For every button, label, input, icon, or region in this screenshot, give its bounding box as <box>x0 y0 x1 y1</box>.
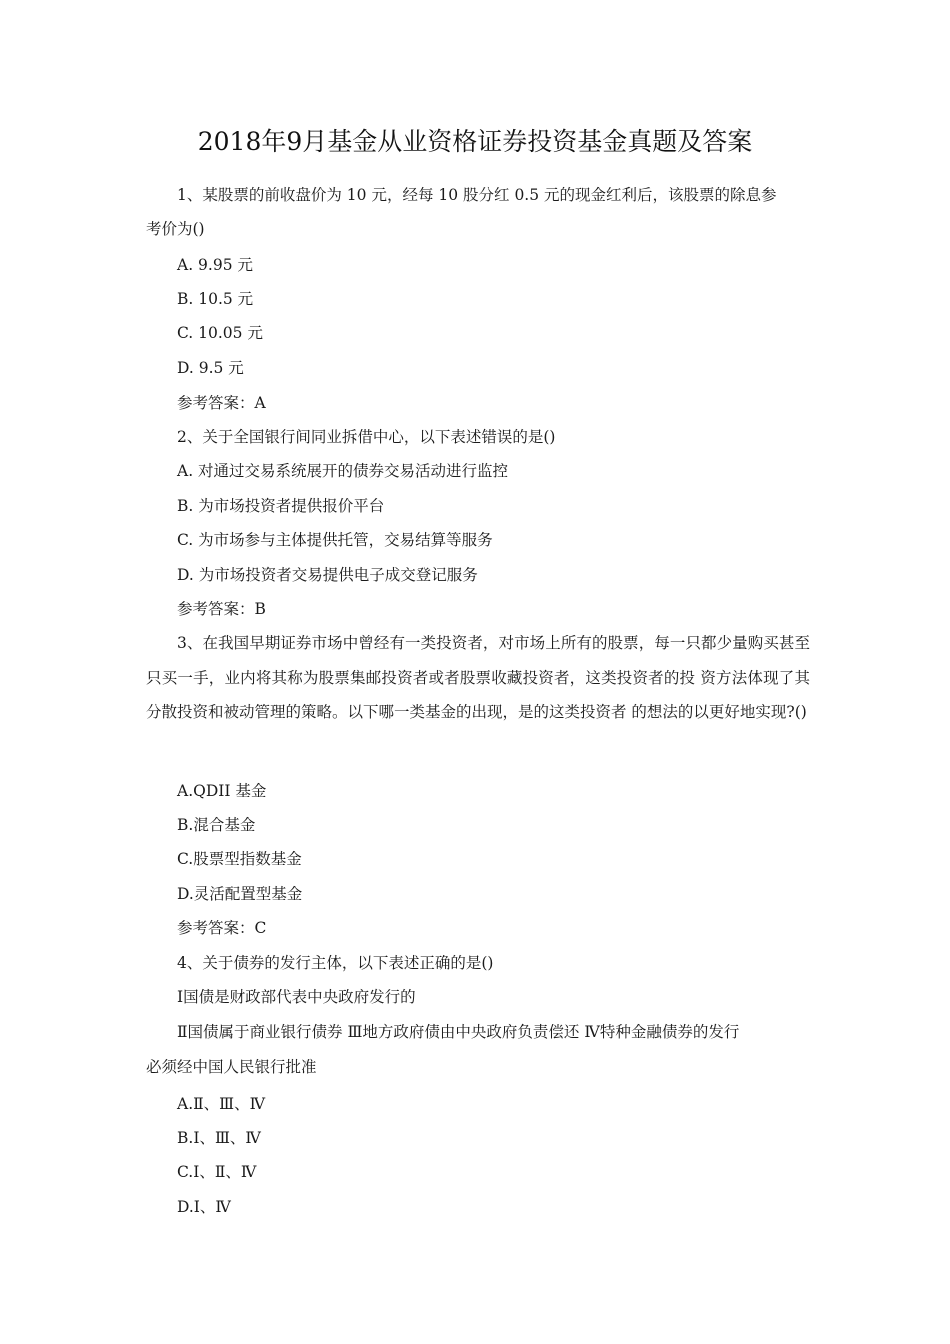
question-1-option-a: A. 9.95 元 <box>177 256 253 274</box>
question-1-stem-line-1: 1、某股票的前收盘价为 10 元，经每 10 股分红 0.5 元的现金红利后，该股票的除息参 <box>177 186 777 204</box>
question-2-answer: 参考答案：B <box>177 600 266 618</box>
question-4-statement-2-line-1: Ⅱ国债属于商业银行债券 Ⅲ地方政府债由中央政府负责偿还 Ⅳ特种金融债券的发行 <box>177 1023 740 1041</box>
page-title: 2018年9月基金从业资格证券投资基金真题及答案 <box>197 127 753 156</box>
question-3-option-b: B.混合基金 <box>177 816 256 834</box>
question-4-option-c: C.Ⅰ、Ⅱ、Ⅳ <box>177 1163 257 1181</box>
question-3-option-a: A.QDII 基金 <box>177 782 267 800</box>
question-4-stem: 4、关于债券的发行主体，以下表述正确的是() <box>177 954 494 972</box>
question-2-option-a: A. 对通过交易系统展开的债券交易活动进行监控 <box>177 462 509 480</box>
question-4-statement-2-line-2: 必须经中国人民银行批准 <box>146 1058 317 1076</box>
question-2-stem: 2、关于全国银行间同业拆借中心，以下表述错误的是() <box>177 428 556 446</box>
question-3-stem: 3、在我国早期证券市场中曾经有一类投资者，对市场上所有的股票，每一只都少量购买甚至只买一手，业内将其称为股票集邮投资者或者股票收藏投资者，这类投资者的投 资方法体现了其分散投资和被动管理的策略。以下哪一类基金的出现，是的这类投资者 的想法的以更好地实现?() <box>146 634 810 721</box>
question-2-option-b: B. 为市场投资者提供报价平台 <box>177 497 385 515</box>
question-4-option-b: B.Ⅰ、Ⅲ、Ⅳ <box>177 1129 261 1147</box>
question-1-answer: 参考答案：A <box>177 394 266 412</box>
question-1-option-b: B. 10.5 元 <box>177 290 254 308</box>
question-1-stem-line-2: 考价为() <box>146 220 205 238</box>
question-3-option-d: D.灵活配置型基金 <box>177 885 303 903</box>
question-3-option-c: C.股票型指数基金 <box>177 850 302 868</box>
question-1-option-c: C. 10.05 元 <box>177 324 263 342</box>
question-2-option-c: C. 为市场参与主体提供托管，交易结算等服务 <box>177 531 493 549</box>
question-4-statement-1: Ⅰ国债是财政部代表中央政府发行的 <box>177 988 416 1006</box>
question-2-option-d: D. 为市场投资者交易提供电子成交登记服务 <box>177 566 478 584</box>
question-3-answer: 参考答案：C <box>177 919 267 937</box>
question-4-option-a: A.Ⅱ、Ⅲ、Ⅳ <box>177 1095 266 1113</box>
question-4-option-d: D.Ⅰ、Ⅳ <box>177 1198 231 1216</box>
question-1-option-d: D. 9.5 元 <box>177 359 244 377</box>
